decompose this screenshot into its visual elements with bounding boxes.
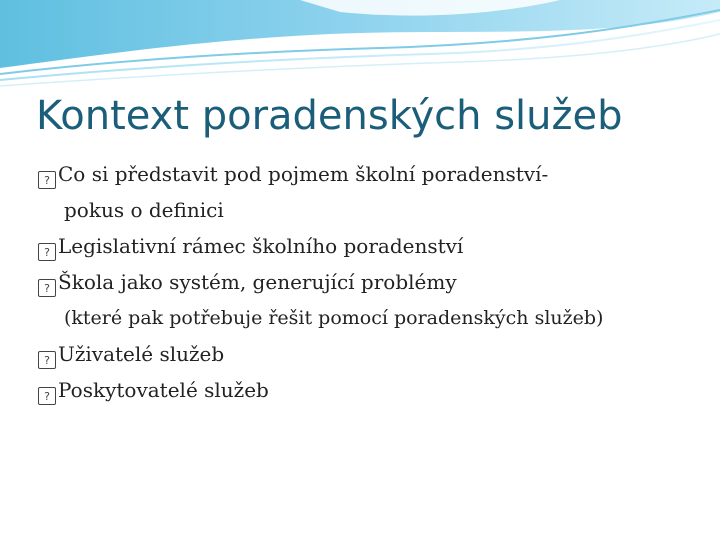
bullet-item xyxy=(38,336,698,372)
bullet-text: Legislativní rámec školního poradenství xyxy=(58,234,464,258)
bullet-text: Uživatelé služeb xyxy=(58,342,225,366)
bullet-continuation: (které pak potřebuje řešit pomocí poradenských služeb) xyxy=(64,307,604,329)
bullet-line xyxy=(38,156,698,192)
bullet-item xyxy=(38,264,698,336)
bullet-line xyxy=(38,336,698,372)
bullet-continuation: pokus o definici xyxy=(64,198,224,222)
bullet-text: Škola jako systém, generující problémy xyxy=(58,270,457,294)
bullet-item xyxy=(38,156,698,228)
bullet-item xyxy=(38,228,698,264)
bullet-marker-icon: ? xyxy=(38,171,56,189)
bullet-marker-icon: ? xyxy=(38,351,56,369)
bullet-list xyxy=(38,156,698,408)
bullet-text: Co si představit pod pojmem školní poradenství- xyxy=(58,162,549,186)
bullet-line xyxy=(38,228,698,264)
bullet-item xyxy=(38,372,698,408)
wave-decoration xyxy=(0,0,720,90)
bullet-text: Poskytovatelé služeb xyxy=(58,378,269,402)
bullet-marker-icon: ? xyxy=(38,243,56,261)
slide-title: Kontext poradenských služeb xyxy=(36,93,623,139)
bullet-line xyxy=(38,264,698,300)
bullet-marker-icon: ? xyxy=(38,279,56,297)
bullet-line xyxy=(38,372,698,408)
bullet-marker-icon: ? xyxy=(38,387,56,405)
